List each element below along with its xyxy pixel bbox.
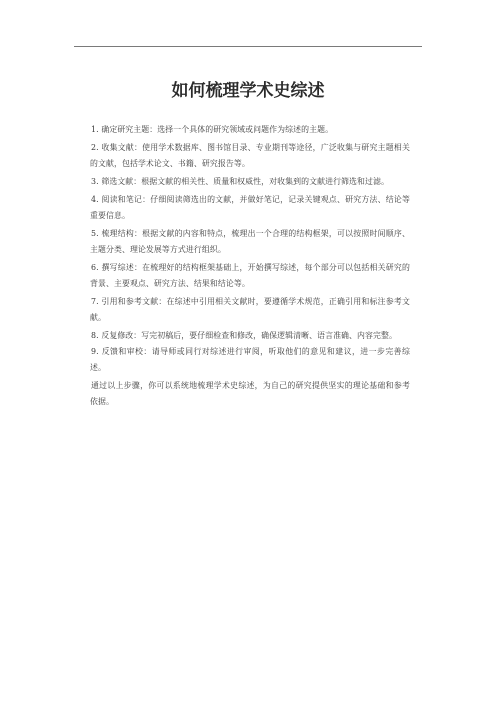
step-4: 4. 阅读和笔记：仔细阅读筛选出的文献，并做好笔记，记录关键观点、研究方法、结论等重要信息。 — [90, 195, 410, 220]
step-1: 1. 确定研究主题：选择一个具体的研究领域或问题作为综述的主题。 — [91, 125, 334, 134]
step-6: 6. 撰写综述：在梳理好的结构框架基础上，开始撰写综述，每个部分可以包括相关研究的背景、主要观点、研究方法、结果和结论等。 — [90, 263, 410, 288]
step-8: 8. 反复修改：写完初稿后，要仔细检查和修改，确保逻辑清晰、语言准确、内容完整。 — [91, 331, 397, 340]
document-body — [90, 122, 410, 412]
step-9: 9. 反馈和审校：请导师或同行对综述进行审阅，听取他们的意见和建议，进一步完善综述。 — [90, 347, 410, 372]
header-rule — [74, 46, 422, 47]
step-7: 7. 引用和参考文献：在综述中引用相关文献时，要遵循学术规范，正确引用和标注参考文献。 — [90, 297, 410, 322]
step-3: 3. 筛选文献：根据文献的相关性、质量和权威性，对收集到的文献进行筛选和过滤。 — [91, 177, 390, 186]
step-5: 5. 梳理结构：根据文献的内容和特点，梳理出一个合理的结构框架，可以按照时间顺序、主题分类、理论发展等方式进行组织。 — [90, 229, 410, 254]
closing-paragraph: 通过以上步骤，你可以系统地梳理学术史综述，为自己的研究提供坚实的理论基础和参考依据。 — [90, 381, 410, 406]
step-2: 2. 收集文献：使用学术数据库、图书馆目录、专业期刊等途径，广泛收集与研究主题相关的文献，包括学术论文、书籍、研究报告等。 — [90, 143, 410, 168]
document-title: 如何梳理学术史综述 — [171, 81, 325, 101]
